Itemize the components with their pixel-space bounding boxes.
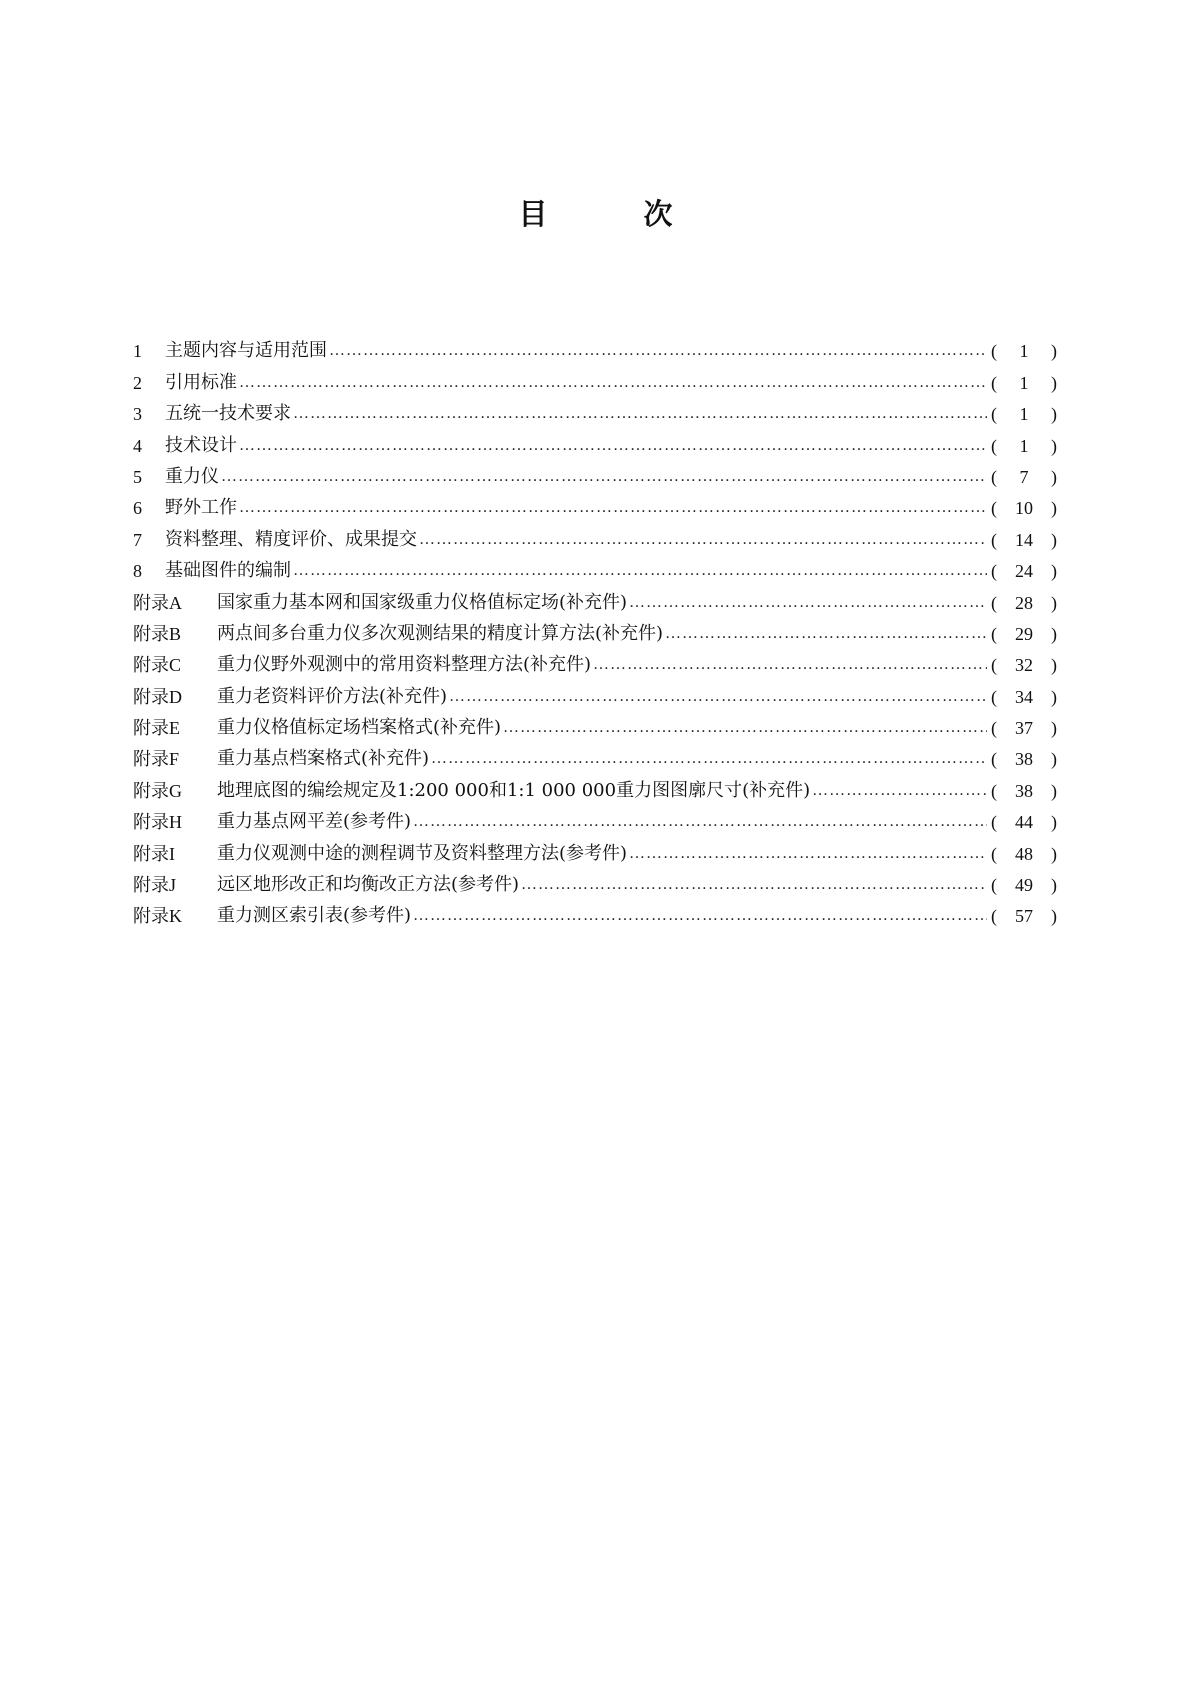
page-number: 24 (1015, 561, 1033, 582)
toc-dot-leader (431, 747, 987, 771)
page-close-paren: ) (1051, 529, 1057, 550)
toc-entry-number: 附录K (133, 906, 182, 927)
toc-entry-title: 重力仪 (165, 465, 219, 487)
toc-entry-title: 技术设计 (165, 434, 237, 456)
toc-dot-leader (221, 465, 987, 489)
page-open-paren: ( (991, 843, 997, 864)
toc-entry-number: 2 (133, 372, 142, 393)
page-open-paren: ( (991, 655, 997, 676)
toc-entry-page (991, 434, 1057, 458)
page-close-paren: ) (1051, 404, 1057, 425)
toc-entry-number: 附录A (133, 592, 182, 613)
toc-entry-title: 资料整理、精度评价、成果提交 (165, 528, 417, 550)
page-close-paren: ) (1051, 623, 1057, 644)
page-close-paren: ) (1051, 686, 1057, 707)
page-number: 1 (1019, 372, 1029, 393)
toc-dot-leader (521, 873, 987, 897)
page-close-paren: ) (1051, 561, 1057, 582)
page-open-paren: ( (991, 623, 997, 644)
page-number: 1 (1019, 435, 1029, 456)
page-close-paren: ) (1051, 875, 1057, 896)
toc-entry-title: 重力仪格值标定场档案格式(补充件) (217, 717, 502, 739)
toc-entry-number: 附录D (133, 686, 182, 707)
toc-entry-number: 1 (133, 341, 142, 362)
toc-entry-number: 7 (133, 529, 142, 550)
page-open-paren: ( (991, 592, 997, 613)
toc-entry-title: 地理底图的编绘规定及1:200 000和1:1 000 000重力图图廓尺寸(补充件) (217, 779, 811, 801)
toc-dot-leader (293, 402, 987, 426)
toc-entry (133, 489, 1057, 520)
toc-entry-number: 附录I (133, 843, 175, 864)
page-number: 28 (1015, 592, 1033, 613)
page-open-paren: ( (991, 404, 997, 425)
page-open-paren: ( (991, 718, 997, 739)
toc-entry-number: 8 (133, 561, 142, 582)
toc-entry-page (991, 622, 1057, 646)
toc-dot-leader (239, 434, 987, 458)
page-number: 7 (1019, 466, 1029, 487)
page-close-paren: ) (1051, 718, 1057, 739)
page-number: 14 (1015, 529, 1033, 550)
toc-entry-page (991, 371, 1057, 395)
page-open-paren: ( (991, 749, 997, 770)
toc-entry (133, 615, 1057, 646)
toc-entry-page (991, 810, 1057, 834)
toc-entry (133, 834, 1057, 865)
page-title-char-1: 目 (518, 197, 548, 231)
table-of-contents (133, 332, 1057, 928)
page-title-char-2: 次 (643, 197, 673, 231)
toc-entry (133, 646, 1057, 677)
toc-entry-number: 4 (133, 435, 142, 456)
toc-entry (133, 363, 1057, 394)
page-open-paren: ( (991, 435, 997, 456)
toc-dot-leader (239, 496, 987, 520)
toc-entry (133, 458, 1057, 489)
page-close-paren: ) (1051, 843, 1057, 864)
toc-entry-page (991, 528, 1057, 552)
toc-entry-title: 重力仪观测中途的测程调节及资料整理方法(参考件) (217, 842, 628, 864)
toc-dot-leader (329, 339, 987, 363)
page-open-paren: ( (991, 561, 997, 582)
toc-dot-leader (419, 528, 987, 552)
toc-entry (133, 552, 1057, 583)
page-close-paren: ) (1051, 655, 1057, 676)
toc-dot-leader (629, 842, 987, 866)
toc-entry (133, 332, 1057, 363)
page-close-paren: ) (1051, 372, 1057, 393)
page-open-paren: ( (991, 372, 997, 393)
toc-entry-page (991, 339, 1057, 363)
toc-entry-title: 两点间多台重力仪多次观测结果的精度计算方法(补充件) (217, 622, 664, 644)
toc-entry-page (991, 591, 1057, 615)
toc-dot-leader (503, 716, 987, 740)
toc-dot-leader (413, 904, 987, 928)
toc-entry-page (991, 685, 1057, 709)
toc-entry (133, 897, 1057, 928)
toc-entry (133, 803, 1057, 834)
page-open-paren: ( (991, 341, 997, 362)
page-number: 38 (1015, 780, 1033, 801)
toc-dot-leader (413, 810, 987, 834)
toc-dot-leader (449, 685, 987, 709)
page-number: 48 (1015, 843, 1033, 864)
toc-entry-number: 附录H (133, 812, 182, 833)
toc-entry-title: 重力基点档案格式(补充件) (217, 748, 430, 770)
toc-entry-number: 附录J (133, 875, 177, 896)
toc-entry-title: 野外工作 (165, 497, 237, 519)
toc-entry-number: 5 (133, 466, 142, 487)
toc-entry-number: 3 (133, 404, 142, 425)
page-open-paren: ( (991, 875, 997, 896)
toc-entry (133, 583, 1057, 614)
toc-entry-number: 附录G (133, 780, 182, 801)
page-number: 37 (1015, 718, 1033, 739)
toc-dot-leader (812, 779, 987, 803)
page-close-paren: ) (1051, 498, 1057, 519)
page-number: 1 (1019, 404, 1029, 425)
toc-entry (133, 771, 1057, 802)
toc-entry-number: 附录F (133, 749, 180, 770)
toc-entry-number: 附录E (133, 718, 180, 739)
page-number: 44 (1015, 812, 1033, 833)
toc-entry-title: 国家重力基本网和国家级重力仪格值标定场(补充件) (217, 591, 628, 613)
page-close-paren: ) (1051, 812, 1057, 833)
toc-entry-page (991, 402, 1057, 426)
page-number: 32 (1015, 655, 1033, 676)
page-open-paren: ( (991, 780, 997, 801)
page-close-paren: ) (1051, 780, 1057, 801)
toc-entry-number: 附录B (133, 623, 182, 644)
page-open-paren: ( (991, 812, 997, 833)
toc-entry-page (991, 559, 1057, 583)
toc-entry-title: 引用标准 (165, 371, 237, 393)
page-number: 29 (1015, 623, 1033, 644)
toc-entry (133, 520, 1057, 551)
page-open-paren: ( (991, 529, 997, 550)
toc-entry-page (991, 747, 1057, 771)
page-number: 38 (1015, 749, 1033, 770)
page-close-paren: ) (1051, 435, 1057, 456)
toc-entry-title: 重力基点网平差(参考件) (217, 811, 412, 833)
page-open-paren: ( (991, 906, 997, 927)
page-close-paren: ) (1051, 341, 1057, 362)
toc-entry-page (991, 653, 1057, 677)
page-close-paren: ) (1051, 749, 1057, 770)
toc-entry-page (991, 779, 1057, 803)
toc-dot-leader (239, 371, 987, 395)
toc-entry-page (991, 904, 1057, 928)
page-number: 10 (1015, 498, 1033, 519)
toc-entry-title: 重力测区索引表(参考件) (217, 905, 412, 927)
toc-entry-page (991, 496, 1057, 520)
toc-entry-number: 附录C (133, 655, 182, 676)
page-open-paren: ( (991, 498, 997, 519)
page-number: 49 (1015, 875, 1033, 896)
page-title (0, 196, 1191, 232)
toc-entry (133, 709, 1057, 740)
toc-entry-page (991, 873, 1057, 897)
page-close-paren: ) (1051, 466, 1057, 487)
toc-dot-leader (629, 591, 987, 615)
page-close-paren: ) (1051, 592, 1057, 613)
toc-entry-title: 重力老资料评价方法(补充件) (217, 685, 448, 707)
toc-entry-page (991, 465, 1057, 489)
toc-entry-page (991, 716, 1057, 740)
toc-entry (133, 426, 1057, 457)
page-close-paren: ) (1051, 906, 1057, 927)
toc-entry-title: 远区地形改正和均衡改正方法(参考件) (217, 874, 520, 896)
toc-entry (133, 740, 1057, 771)
toc-entry (133, 395, 1057, 426)
toc-entry-number: 6 (133, 498, 142, 519)
toc-entry-title: 基础图件的编制 (165, 560, 291, 582)
toc-entry-title: 主题内容与适用范围 (165, 340, 327, 362)
toc-dot-leader (593, 653, 987, 677)
page-number: 34 (1015, 686, 1033, 707)
toc-entry-title: 五统一技术要求 (165, 403, 291, 425)
page-open-paren: ( (991, 686, 997, 707)
page-number: 57 (1015, 906, 1033, 927)
toc-dot-leader (665, 622, 987, 646)
toc-entry-page (991, 842, 1057, 866)
toc-entry (133, 677, 1057, 708)
toc-dot-leader (293, 559, 987, 583)
page-open-paren: ( (991, 466, 997, 487)
toc-entry (133, 866, 1057, 897)
page-number: 1 (1019, 341, 1029, 362)
toc-entry-title: 重力仪野外观测中的常用资料整理方法(补充件) (217, 654, 592, 676)
